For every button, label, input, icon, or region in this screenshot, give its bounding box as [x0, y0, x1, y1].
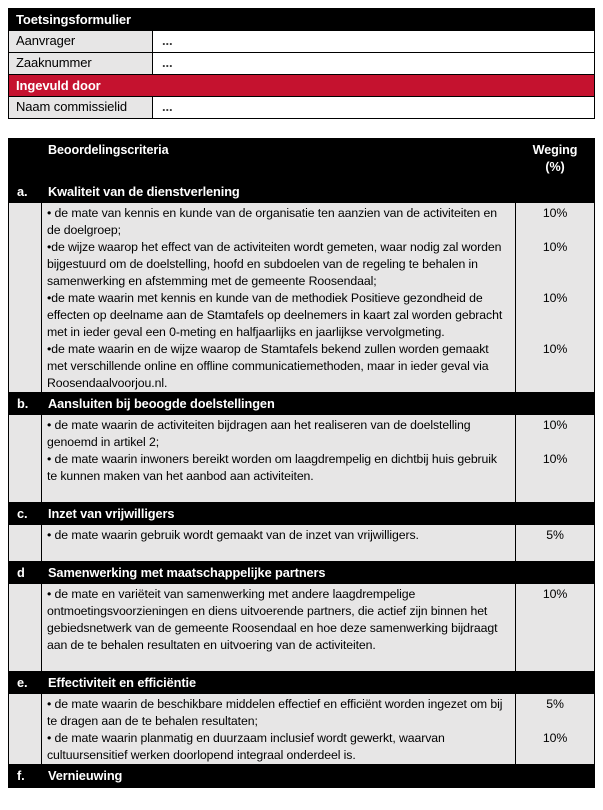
- weight-cell: 5%: [546, 528, 564, 542]
- section-title: Vernieuwing: [48, 768, 123, 783]
- blank-cell: [42, 485, 516, 502]
- blank-cell: [516, 544, 594, 561]
- letter-column-strip: [9, 485, 42, 502]
- bullet-text: •de mate waarin met kennis en kunde van de methodiek Positieve gezondheid de effecten op deelname aan de Stamtafels op deelnemers in kaart zal worden gebracht met in ieder geval een 0-meting en halfjaarlijks en jaarlijkse vervolgmeting.: [42, 290, 516, 341]
- blank-row: [9, 544, 594, 561]
- header-empty-cell: [9, 142, 42, 176]
- section-header-b: [9, 392, 594, 415]
- section-header-e: [9, 671, 594, 694]
- weight-cell: 10%: [542, 452, 568, 466]
- bullet-text: • de mate waarin de beschikbare middelen effectief en efficiënt worden ingezet om bij te dragen aan de te behalen resultaten;: [42, 694, 516, 730]
- bullet-row: [9, 694, 594, 730]
- bullet-text: •de mate waarin en de wijze waarop de Stamtafels bekend zullen worden gemaakt met verschillende online en offline communicatiemethoden, maar in ieder geval via Roosendaalvoorjou.nl.: [42, 341, 516, 392]
- field-row-naam-commissielid: [9, 96, 594, 118]
- weight-cell: 10%: [542, 240, 568, 254]
- bullet-row: [9, 239, 594, 290]
- weight-cell: 10%: [542, 587, 568, 601]
- weight-cell: 10%: [542, 342, 568, 356]
- bullet-text: • de mate waarin planmatig en duurzaam inclusief wordt gewerkt, waarvan cultuursensitief werken doorlopend integraal onderdeel is.: [42, 730, 516, 764]
- weight-cell: 10%: [542, 418, 568, 432]
- letter-column-strip: [9, 584, 42, 654]
- blank-row: [9, 654, 594, 671]
- field-value: ...: [153, 31, 594, 52]
- field-row-aanvrager: [9, 30, 594, 52]
- criteria-column-header: Beoordelingscriteria: [48, 143, 169, 157]
- bullet-text: •de wijze waarop het effect van de activiteiten wordt gemeten, waar nodig zal worden bijgestuurd om de doelstelling, hoofd en subdoelen van de regeling te behalen in samenwerking en afstemming met de gemeente Roosendaal;: [42, 239, 516, 290]
- red-section-row: [9, 74, 594, 96]
- form-title-row: [9, 9, 594, 30]
- form-title: Toetsingsformulier: [9, 9, 594, 30]
- letter-column-strip: [9, 544, 42, 561]
- letter-column-strip: [9, 694, 42, 730]
- blank-row: [9, 485, 594, 502]
- bullet-text: • de mate waarin inwoners bereikt worden om laagdrempelig en dichtbij huis gebruik te kunnen maken van het aanbod aan activiteiten.: [42, 451, 516, 485]
- section-title: Effectiviteit en efficiëntie: [48, 675, 196, 690]
- section-letter: f.: [17, 768, 25, 783]
- form-table: [8, 8, 595, 119]
- bullet-row: [9, 451, 594, 485]
- bullet-row: [9, 290, 594, 341]
- section-title: Samenwerking met maatschappelijke partners: [48, 565, 326, 580]
- blank-cell: [516, 485, 594, 502]
- letter-column-strip: [9, 290, 42, 341]
- letter-column-strip: [9, 203, 42, 239]
- section-letter: a.: [17, 184, 28, 199]
- bullet-row: [9, 525, 594, 544]
- bullet-text: • de mate waarin de activiteiten bijdragen aan het realiseren van de doelstelling genoemd in artikel 2;: [42, 415, 516, 451]
- criteria-table: [8, 138, 595, 788]
- bullet-row: [9, 341, 594, 392]
- letter-column-strip: [9, 730, 42, 764]
- weight-cell: 10%: [542, 206, 568, 220]
- letter-column-strip: [9, 451, 42, 485]
- letter-column-strip: [9, 415, 42, 451]
- field-label: Zaaknummer: [9, 53, 153, 74]
- red-section-header: Ingevuld door: [9, 75, 594, 96]
- section-header-f: [9, 764, 594, 787]
- weight-cell: 5%: [546, 697, 564, 711]
- section-title: Kwaliteit van de dienstverlening: [48, 184, 240, 199]
- blank-cell: [516, 654, 594, 671]
- bullet-row: [9, 203, 594, 239]
- letter-column-strip: [9, 239, 42, 290]
- weging-column-header: Weging (%): [532, 143, 578, 174]
- bullet-row: [9, 730, 594, 764]
- weight-cell: 10%: [542, 291, 568, 305]
- letter-column-strip: [9, 525, 42, 544]
- weight-cell: 10%: [542, 731, 568, 745]
- section-header-a: [9, 180, 594, 203]
- bullet-text: • de mate en variëteit van samenwerking met andere laagdrempelige ontmoetingsvoorzieningen en diens uitvoerende partners, die actief zijn binnen het gebiedsnetwerk van de gemeente Roosendaal en hoe deze samenwerking bijdraagt aan de te behalen resultaten en uitvoering van de activiteiten.: [42, 584, 516, 654]
- letter-column-strip: [9, 654, 42, 671]
- section-letter: e.: [17, 675, 28, 690]
- section-letter: c.: [17, 506, 28, 521]
- section-letter: d: [17, 565, 25, 580]
- section-header-c: [9, 502, 594, 525]
- field-row-zaaknummer: [9, 52, 594, 74]
- bullet-text: • de mate van kennis en kunde van de organisatie ten aanzien van de activiteiten en de doelgroep;: [42, 203, 516, 239]
- field-value: ...: [153, 53, 594, 74]
- field-label: Aanvrager: [9, 31, 153, 52]
- bullet-row: [9, 584, 594, 654]
- criteria-header-row: [9, 139, 594, 180]
- section-title: Inzet van vrijwilligers: [48, 506, 175, 521]
- section-letter: b.: [17, 396, 29, 411]
- field-value: ...: [153, 97, 594, 118]
- bullet-row: [9, 415, 594, 451]
- letter-column-strip: [9, 341, 42, 392]
- bullet-text: • de mate waarin gebruik wordt gemaakt van de inzet van vrijwilligers.: [42, 525, 516, 544]
- section-header-d: [9, 561, 594, 584]
- field-label: Naam commissielid: [9, 97, 153, 118]
- blank-cell: [42, 544, 516, 561]
- blank-cell: [42, 654, 516, 671]
- section-title: Aansluiten bij beoogde doelstellingen: [48, 396, 275, 411]
